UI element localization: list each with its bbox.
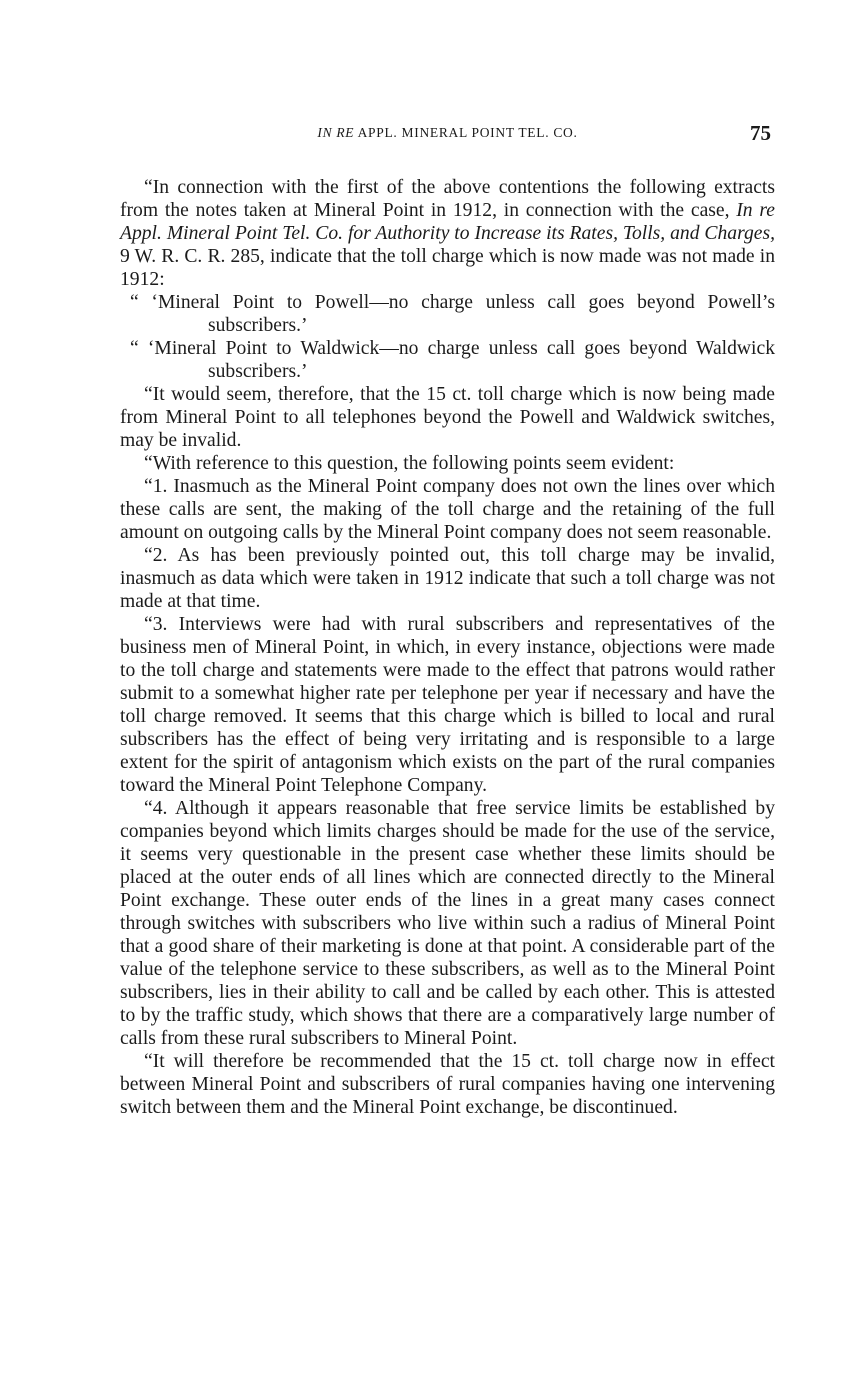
intro-text-end: 9 W. R. C. R. 285, indicate that the toll charge which is now made was not made in 1912: [120,246,775,290]
paragraph-recommendation: “It will therefore be recommended that the 15 ct. toll charge now in effect between Mineral Point and subscribers of rural companies having one intervening switch between them and the Mineral Point exchange, be discontinued. [120,1051,775,1118]
quote-waldwick: “ ‘Mineral Point to Waldwick—no charge unless call goes beyond Waldwick subscribers.’ [130,338,775,382]
paragraph-point-1: “1. Inasmuch as the Mineral Point company does not own the lines over which these calls are sent, the making of the toll charge and the retaining of the full amount on outgoing calls by the Mineral Point company does not seem reasonable. [120,476,775,543]
paragraph-point-2: “2. As has been previously pointed out, this toll charge may be invalid, inasmuch as data which were taken in 1912 indicate that such a toll charge was not made at that time. [120,545,775,612]
page-number: 75 [750,121,771,145]
running-head [120,125,775,141]
page-header [120,121,775,149]
quote-powell: “ ‘Mineral Point to Powell—no charge unless call goes beyond Powell’s subscribers.’ [130,292,775,336]
paragraph-point-3: “3. Interviews were had with rural subscribers and representatives of the business men of Mineral Point, in which, in every instance, objections were made to the toll charge and statements were made to the effect that patrons would rather submit to a somewhat higher rate per telephone per year if necessary and have the toll charge removed. It seems that this charge which is billed to local and rural subscribers has the effect of being very irritating and is responsible to a large extent for the spirit of antagonism which exists on the part of the rural companies toward the Mineral Point Telephone Company. [120,614,775,796]
paragraph-point-4: “4. Although it appears reasonable that free service limits be established by companies beyond which limits charges should be made for the use of the service, it seems very questionable in the present case whether these limits should be placed at the outer ends of all lines which are connected directly to the Mineral Point exchange. These outer ends of the lines in a great many cases connect through switches with subscribers who live within such a radius of Mineral Point that a good share of their marketing is done at that point. A considerable part of the value of the telephone service to these subscribers, as well as to the Mineral Point subscribers, lies in their ability to call and be called by each other. This is attested to by the traffic study, which shows that there are a comparatively large number of calls from these rural subscribers to Mineral Point. [120,798,775,1049]
paragraph-intro [120,176,775,291]
running-head-italic: IN RE [317,125,355,140]
body-text [120,176,775,1119]
paragraph-invalid: “It would seem, therefore, that the 15 ct. toll charge which is now being made from Mineral Point to all telephones beyond the Powell and Waldwick switches, may be invalid. [120,384,775,451]
case-citation: In re Appl. Mineral Point Tel. Co. for Authority to Increase its Rates, Tolls, and Charges, [120,200,775,244]
running-head-title: APPL. MINERAL POINT TEL. CO. [354,125,578,140]
intro-text: “In connection with the first of the above contentions the following extracts from the notes taken at Mineral Point in 1912, in connection with the case, [120,177,775,221]
paragraph-reference: “With reference to this question, the following points seem evident: [144,453,675,474]
